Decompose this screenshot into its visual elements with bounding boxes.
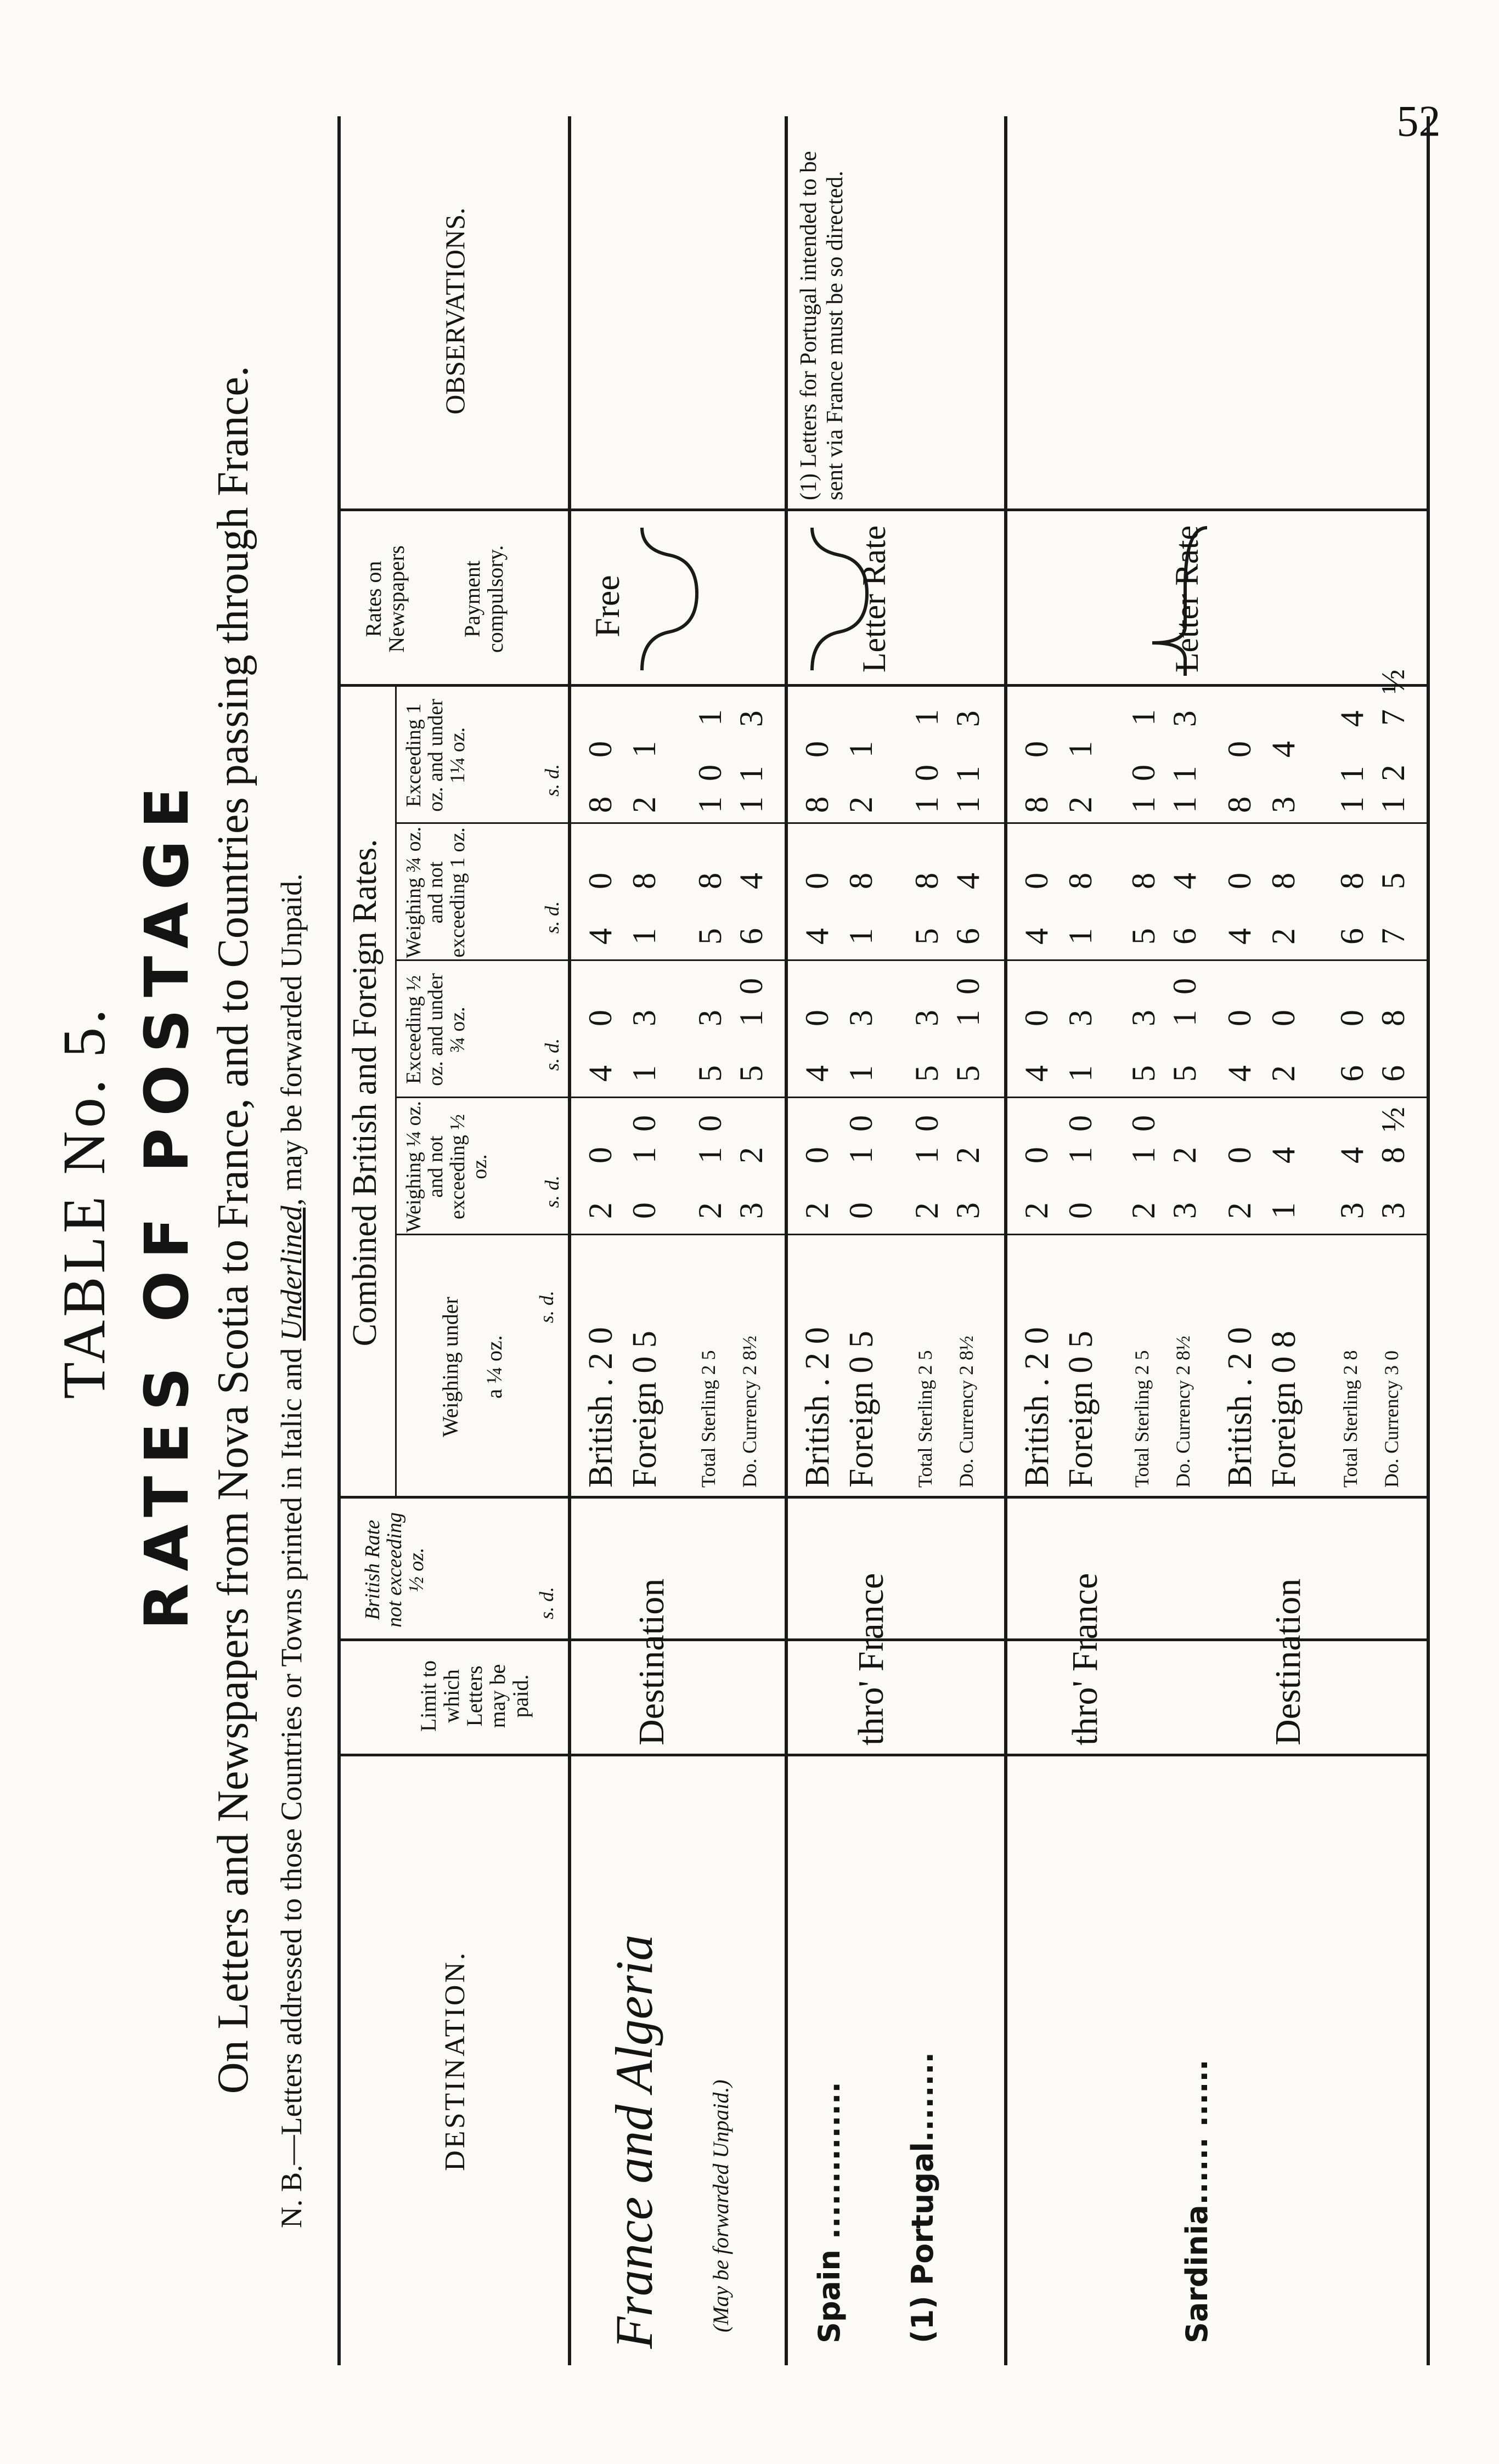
row1-c3-total: 5 8: [692, 857, 728, 945]
header-payment: Payment compulsory.: [460, 545, 508, 653]
row3-label-currency-a: Do. Currency 2 8½: [1172, 1336, 1194, 1488]
row2-c1-currency: 3 2: [950, 1132, 986, 1219]
row3-c2-8: 6 8: [1375, 994, 1411, 1082]
row3-label-foreign-b: Foreign 0 8: [1265, 1331, 1303, 1488]
row1-c1-foreign: 0 10: [626, 1100, 662, 1219]
row2-c4-british: 8 0: [799, 726, 835, 813]
row2-c1-total: 2 10: [909, 1100, 945, 1219]
row1-c2-total: 5 3: [692, 994, 728, 1082]
row2-destination-portugal: (1) Portugal........: [905, 2052, 940, 2343]
row2-label-total: Total Sterling 2 5: [914, 1350, 936, 1488]
row2-c4-currency: 11 3: [950, 695, 986, 813]
row3-c2-4: 5 10: [1166, 963, 1203, 1082]
header-sd-c3: s. d.: [541, 901, 563, 934]
row2-limit: thro' France: [851, 1573, 891, 1745]
row1-newspaper: Free: [588, 575, 627, 637]
row3-c3-6: 2 8: [1265, 857, 1301, 945]
row3-label-total-a: Total Sterling 2 5: [1131, 1350, 1153, 1488]
row2-c1-british: 2 0: [799, 1132, 835, 1219]
row3-c1-7: 3 4: [1334, 1132, 1370, 1219]
row3-c4-8: 12 7½: [1375, 654, 1411, 813]
row3-c3-1: 4 0: [1018, 857, 1055, 945]
row3-c4-2: 2 1: [1062, 726, 1098, 813]
col-divider-c1: [395, 1234, 1427, 1235]
header-c2: Exceeding ½ oz. and under ¾ oz.: [402, 973, 469, 1086]
row3-c2-3: 5 3: [1125, 994, 1162, 1082]
header-weighing-under: Weighing under: [438, 1297, 463, 1437]
row1-c3-currency: 6 4: [733, 857, 769, 945]
row1-destination-note: (May be forwarded Unpaid.): [708, 2079, 733, 2332]
row1-c4-currency: 11 3: [733, 695, 769, 813]
row1-label-total: Total Sterling 2 5: [697, 1350, 719, 1488]
header-sd-british: s. d.: [536, 1586, 557, 1619]
table-title: RATES OF POSTAGE: [132, 775, 202, 1630]
row1-rule: [785, 116, 788, 2365]
header-sd-c2: s. d.: [541, 1038, 563, 1071]
row3-c1-8: 3 8½: [1375, 1092, 1411, 1219]
row3-c1-6: 1 4: [1265, 1132, 1301, 1219]
col-divider-c3: [395, 959, 1427, 961]
header-british-rate: British Rate not exceeding ½ oz.: [361, 1512, 428, 1627]
row3-c4-3: 10 1: [1125, 694, 1162, 813]
row3-c4-7: 11 4: [1334, 695, 1370, 813]
row3-c2-1: 4 0: [1018, 994, 1055, 1082]
row1-c3-british: 4 0: [582, 857, 618, 945]
row3-c1-5: 2 0: [1221, 1132, 1258, 1219]
header-observations: OBSERVATIONS.: [439, 207, 470, 415]
row1-c2-british: 4 0: [582, 994, 618, 1082]
row1-c1-total: 2 10: [692, 1100, 728, 1219]
row3-c1-4: 3 2: [1166, 1132, 1203, 1219]
col-divider-c2: [395, 1097, 1427, 1098]
row1-label-british: British . 2 0: [582, 1327, 619, 1488]
header-sd-c1: s. d.: [541, 1175, 563, 1208]
row2-c2-british: 4 0: [799, 994, 835, 1082]
row2-c3-total: 5 8: [909, 857, 945, 945]
note-suffix: may be forwarded Unpaid.: [275, 873, 308, 1191]
header-destination: DESTINATION.: [439, 1951, 471, 2171]
row2-label-british: British . 2 0: [799, 1327, 836, 1488]
row1-destination: France and Algeria: [605, 1934, 663, 2349]
header-c1: Weighing ¼ oz. and not exceeding ½ oz.: [402, 1101, 491, 1233]
table-subtitle: On Letters and Newspapers from Nova Scotia to France, and to Countries passing through France.: [209, 365, 257, 2094]
header-combined: Combined British and Foreign Rates.: [346, 839, 384, 1347]
row1-c1-british: 2 0: [582, 1132, 618, 1219]
row2-c3-currency: 6 4: [950, 857, 986, 945]
col-divider-combined: [337, 1496, 1427, 1499]
row3-c1-2: 0 10: [1062, 1100, 1098, 1219]
row3-label-foreign-a: Foreign 0 5: [1062, 1331, 1100, 1488]
row3-c4-4: 11 3: [1166, 695, 1203, 813]
row2-c3-british: 4 0: [799, 857, 835, 945]
row3-c2-2: 1 3: [1062, 994, 1098, 1082]
row3-label-british-b: British . 2 0: [1221, 1327, 1259, 1488]
header-newspapers: Rates on Newspapers: [361, 545, 409, 653]
header-rule: [568, 116, 571, 2365]
row1-c4-british: 8 0: [582, 726, 618, 813]
row2-label-foreign: Foreign 0 5: [843, 1331, 880, 1488]
row3-news-brace: [1021, 522, 1262, 676]
note-prefix: N. B.—Letters addressed to those Countries or Towns printed in Italic and: [275, 1348, 308, 2228]
row3-c3-2: 1 8: [1062, 857, 1098, 945]
row1-label-foreign: Foreign 0 5: [626, 1331, 663, 1488]
table-top-rule: [337, 116, 341, 2365]
table-bottom-rule: [1427, 116, 1430, 2365]
row2-c3-foreign: 1 8: [843, 857, 879, 945]
row3-c4-5: 8 0: [1221, 726, 1258, 813]
row3-limit-thro: thro' France: [1065, 1573, 1105, 1745]
row2-newspaper: Letter Rate: [856, 525, 892, 673]
row3-label-currency-b: Do. Currency 3 0: [1380, 1350, 1402, 1488]
row3-c1-1: 2 0: [1018, 1132, 1055, 1219]
col-divider-c4: [395, 822, 1427, 824]
col-divider-news: [337, 684, 1427, 687]
col-divider-obs: [337, 508, 1427, 511]
row3-c3-3: 5 8: [1125, 857, 1162, 945]
row2-c2-total: 5 3: [909, 994, 945, 1082]
row3-c3-7: 6 8: [1334, 857, 1370, 945]
row3-c3-5: 4 0: [1221, 857, 1258, 945]
row3-c2-6: 2 0: [1265, 994, 1301, 1082]
row1-c3-foreign: 1 8: [626, 857, 662, 945]
row3-c2-5: 4 0: [1221, 994, 1258, 1082]
row3-destination: Sardinia...... ......: [1180, 2059, 1214, 2343]
header-c4: Exceeding 1 oz. and under 1¼ oz.: [402, 699, 469, 812]
header-sd-c4: s. d.: [541, 764, 563, 796]
note-underlined: Underlined,: [275, 1198, 308, 1341]
page-number: 52: [1396, 97, 1441, 146]
row3-c4-1: 8 0: [1018, 726, 1055, 813]
row2-destination-spain: Spain ..............: [812, 2082, 847, 2343]
row1-c1-currency: 3 2: [733, 1132, 769, 1219]
row1-c4-total: 10 1: [692, 694, 728, 813]
row1-limit: Destination: [632, 1578, 672, 1745]
row2-observations: (1) Letters for Portugal intended to be sent via France must be so directed.: [796, 151, 848, 500]
row3-c2-7: 6 0: [1334, 994, 1370, 1082]
col-divider-limit: [337, 1754, 1427, 1756]
row3-c4-6: 3 4: [1265, 726, 1301, 813]
row2-c4-foreign: 2 1: [843, 726, 879, 813]
row2-c4-total: 10 1: [909, 694, 945, 813]
row1-label-currency: Do. Currency 2 8½: [739, 1336, 760, 1488]
row1-news-brace: [631, 522, 708, 676]
row2-label-currency: Do. Currency 2 8½: [955, 1336, 977, 1488]
header-c3: Weighing ¾ oz. and not exceeding 1 oz.: [402, 827, 469, 958]
row1-c4-foreign: 2 1: [626, 726, 662, 813]
row3-c1-3: 2 10: [1125, 1100, 1162, 1219]
row3-label-british-a: British . 2 0: [1018, 1327, 1056, 1488]
row3-limit-destination: Destination: [1268, 1578, 1308, 1745]
row2-rule: [1004, 116, 1007, 2365]
row3-c3-4: 6 4: [1166, 857, 1203, 945]
header-limit: Limit to which Letters may be paid.: [416, 1660, 533, 1732]
row2-c2-currency: 5 10: [950, 963, 986, 1082]
combined-subrule: [395, 687, 397, 1499]
row1-c2-foreign: 1 3: [626, 994, 662, 1082]
row3-newspaper: Letter Rate: [1169, 525, 1205, 673]
row3-label-total-b: Total Sterling 2 8: [1339, 1350, 1361, 1488]
row3-c3-8: 7 5: [1375, 857, 1411, 945]
header-sd-under: s. d.: [536, 1290, 557, 1323]
row2-c1-foreign: 0 10: [843, 1100, 879, 1219]
table-note: [274, 34, 308, 2228]
row1-c2-currency: 5 10: [733, 963, 769, 1082]
header-weighing-under-2: a ¼ oz.: [482, 1335, 506, 1399]
table-number: TABLE No. 5.: [50, 1005, 117, 1399]
row2-c2-foreign: 1 3: [843, 994, 879, 1082]
